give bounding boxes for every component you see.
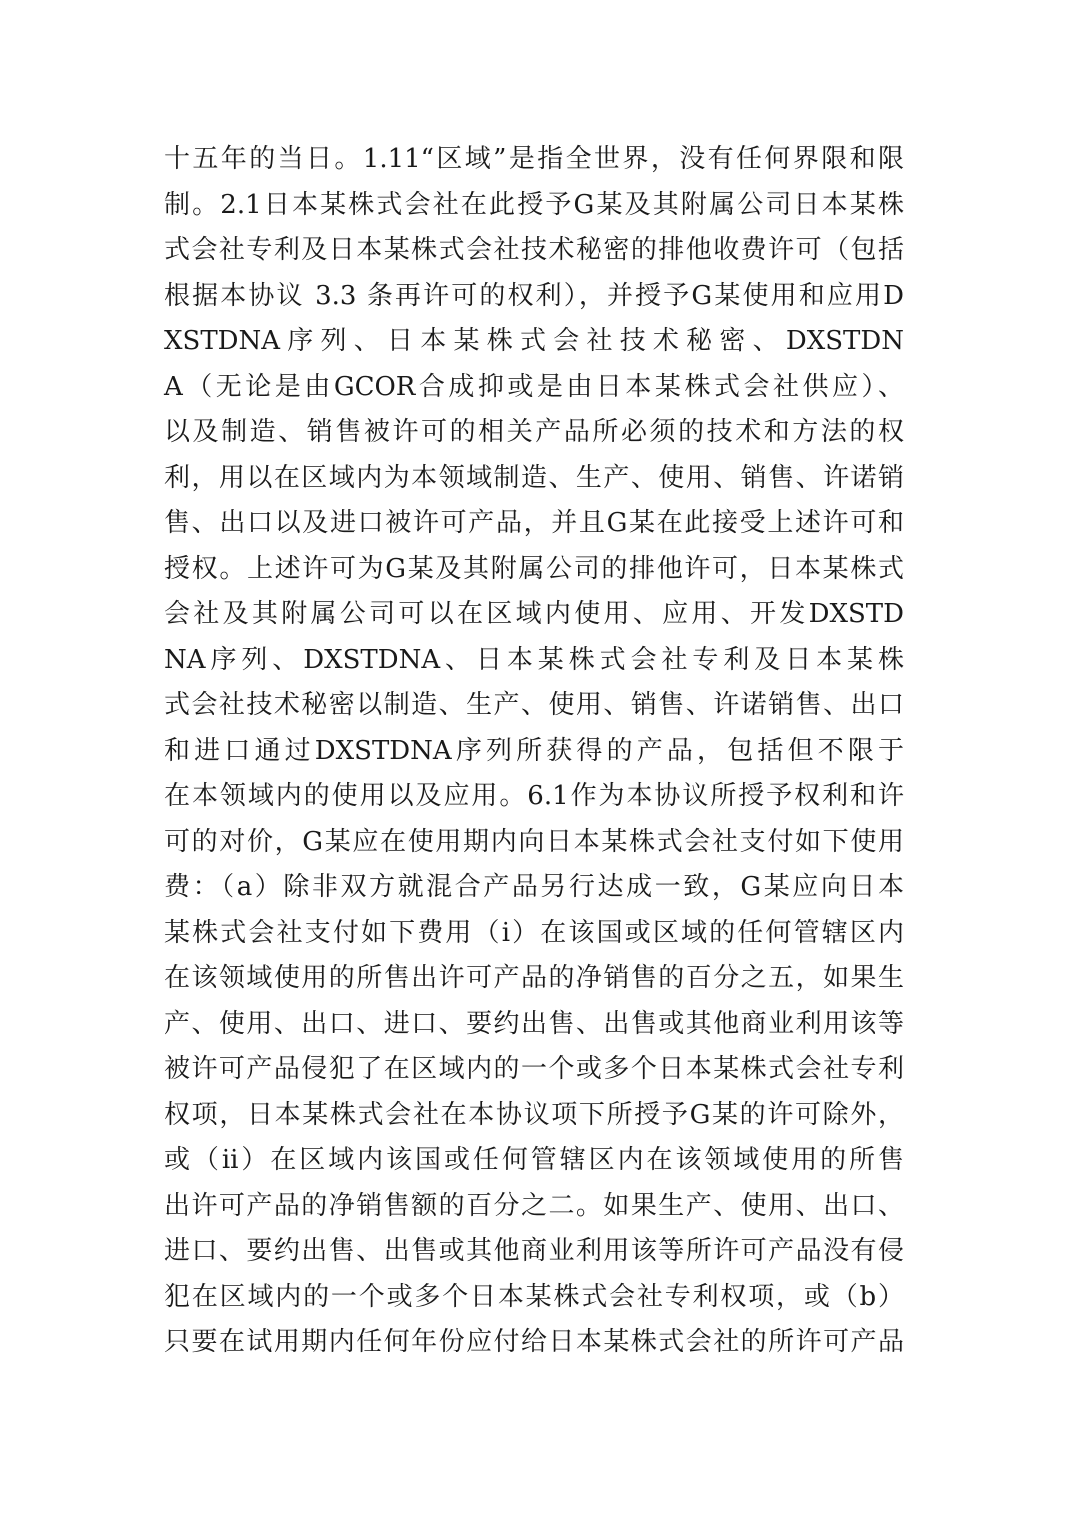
text-line: 或（ii）在区域内该国或任何管辖区内在该领域使用的所售 <box>164 1145 904 1175</box>
text-line: 式会社技术秘密以制造、生产、使用、销售、许诺销售、出口 <box>164 690 904 720</box>
text-line: 犯在区域内的一个或多个日本某株式会社专利权项，或（b） <box>164 1281 904 1312</box>
text-line: 进口、要约出售、出售或其他商业利用该等所许可产品没有侵 <box>164 1236 904 1266</box>
text-line: 式会社专利及日本某株式会社技术秘密的排他收费许可（包括 <box>164 235 904 265</box>
text-line: 利，用以在区域内为本领域制造、生产、使用、销售、许诺销 <box>164 462 904 493</box>
text-line: 制。2.1日本某株式会社在此授予G某及其附属公司日本某株 <box>164 189 904 220</box>
text-line: 十五年的当日。1.11“区域”是指全世界，没有任何界限和限 <box>164 144 904 174</box>
text-line: 售、出口以及进口被许可产品，并且G某在此接受上述许可和 <box>164 508 904 538</box>
text-line: 授权。上述许可为G某及其附属公司的排他许可，日本某株式 <box>164 553 904 584</box>
text-line: 根据本协议 3.3 条再许可的权利），并授予G某使用和应用D <box>164 280 904 311</box>
text-line: 只要在试用期内任何年份应付给日本某株式会社的所许可产品 <box>164 1327 904 1357</box>
text-line: 费：（a）除非双方就混合产品另行达成一致，G某应向日本 <box>164 872 904 902</box>
text-line: 被许可产品侵犯了在区域内的一个或多个日本某株式会社专利 <box>164 1054 904 1084</box>
text-line: 在本领域内的使用以及应用。6.1作为本协议所授予权利和许 <box>164 781 904 811</box>
text-line: 产、使用、出口、进口、要约出售、出售或其他商业利用该等 <box>164 1008 904 1039</box>
text-line: 某株式会社支付如下费用（i）在该国或区域的任何管辖区内 <box>164 917 904 948</box>
text-line: 会社及其附属公司可以在区域内使用、应用、开发DXSTD <box>164 599 904 629</box>
text-line: 权项，日本某株式会社在本协议项下所授予G某的许可除外， <box>164 1099 904 1130</box>
text-line: XSTDNA序列、日本某株式会社技术秘密、DXSTDN <box>164 326 904 356</box>
text-line: 在该领域使用的所售出许可产品的净销售的百分之五，如果生 <box>164 963 904 993</box>
text-line: 出许可产品的净销售额的百分之二。如果生产、使用、出口、 <box>164 1190 904 1221</box>
text-line: 和进口通过DXSTDNA序列所获得的产品，包括但不限于 <box>164 735 904 766</box>
text-line: 以及制造、销售被许可的相关产品所必须的技术和方法的权 <box>164 417 904 447</box>
text-line: NA序列、DXSTDNA、日本某株式会社专利及日本某株 <box>164 644 904 675</box>
text-line: 可的对价，G某应在使用期内向日本某株式会社支付如下使用 <box>164 826 904 857</box>
text-line: A（无论是由GCOR合成抑或是由日本某株式会社供应）、 <box>164 371 904 402</box>
body-paragraph <box>164 137 904 1366</box>
